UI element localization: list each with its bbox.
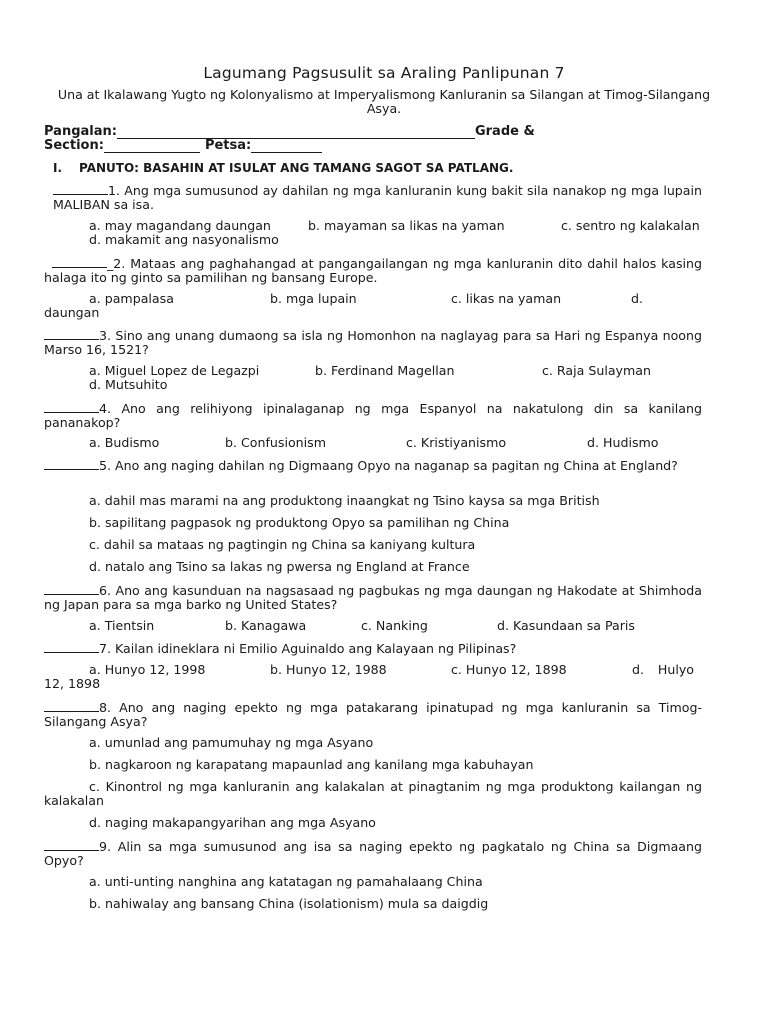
option: d. natalo ang Tsino sa lakas ng pwersa ng England at France (89, 559, 470, 574)
section-blank[interactable] (104, 141, 200, 153)
option: d. Hulyo (632, 662, 694, 677)
question-1-options (89, 219, 709, 247)
option: b. sapilitang pagpasok ng produktong Opyo sa pamilihan ng China (89, 515, 510, 530)
answer-blank[interactable] (52, 256, 107, 268)
question-text: 7. Kailan idineklara ni Emilio Aguinaldo ang Kalayaan ng Pilipinas? (99, 641, 517, 656)
option: c. Nanking (361, 618, 428, 633)
grade-label: Grade & (474, 124, 535, 139)
option: a. Tientsin (89, 618, 155, 633)
option: a. dahil mas marami na ang produktong inaangkat ng Tsino kaysa sa mga British (89, 493, 600, 508)
question-text: 3. Sino ang unang dumaong sa isla ng Homonhon na naglayag para sa Hari ng Espanya noong Marso 16, 1521? (44, 328, 702, 357)
option: b. Ferdinand Magellan (315, 363, 455, 378)
answer-blank[interactable] (44, 583, 99, 595)
question-text: 5. Ano ang naging dahilan ng Digmaang Opyo na naganap sa pagitan ng China at England? (99, 458, 678, 473)
option: b. Confusionism (225, 435, 326, 450)
question-8 (44, 700, 702, 729)
answer-blank[interactable] (44, 839, 99, 851)
question-1 (53, 183, 702, 212)
option: b. Hunyo 12, 1988 (270, 662, 387, 677)
instruction-number: I. (53, 161, 63, 175)
instruction (53, 161, 513, 175)
question-4 (44, 401, 702, 430)
question-9 (44, 839, 702, 868)
question-7-options (89, 663, 709, 677)
section-label: Section: (44, 138, 104, 153)
answer-blank[interactable] (44, 401, 99, 413)
option: d. naging makapangyarihan ang mga Asyano (89, 815, 376, 830)
question-5 (44, 458, 702, 473)
question-7 (44, 641, 702, 656)
question-6-options (89, 619, 709, 633)
question-text: 9. Alin sa mga sumusunod ang isa sa naging epekto ng pagkatalo ng China sa Digmaang Opyo? (44, 839, 702, 868)
question-2-options (89, 292, 709, 306)
option: a. unti-unting nanghina ang katatagan ng pamahalaang China (89, 874, 483, 889)
option: 12, 1898 (44, 676, 101, 691)
question-text: 4. Ano ang relihiyong ipinalaganap ng mga Espanyol na nakatulong din sa kanilang pananakop? (44, 401, 702, 430)
date-blank[interactable] (251, 141, 322, 153)
option: a. Miguel Lopez de Legazpi (89, 363, 260, 378)
option: d. Hudismo (587, 435, 659, 450)
name-blank[interactable] (117, 127, 475, 139)
option: b. mga lupain (270, 291, 357, 306)
option: d. makamit ang nasyonalismo (89, 232, 279, 247)
option: c. Kinontrol ng mga kanluranin ang kalakalan at pinagtanim ng mga produktong kailangan ng kalakalan (44, 779, 702, 808)
question-6 (44, 583, 702, 612)
option: a. Hunyo 12, 1998 (89, 662, 206, 677)
question-text: 1. Ang mga sumusunod ay dahilan ng mga kanluranin kung bakit sila nanakop ng mga lupain MALIBAN sa isa. (53, 183, 702, 212)
option: c. likas na yaman (451, 291, 562, 306)
answer-blank[interactable] (44, 641, 99, 653)
question-2 (44, 256, 702, 285)
option: a. Budismo (89, 435, 160, 450)
option: b. Kanagawa (225, 618, 307, 633)
answer-blank[interactable] (44, 328, 99, 340)
option: d. Mutsuhito (89, 377, 168, 392)
option: a. pampalasa (89, 291, 174, 306)
option: a. may magandang daungan (89, 218, 271, 233)
answer-blank[interactable] (44, 700, 99, 712)
student-info (44, 125, 724, 153)
question-7-options-wrap (44, 677, 664, 691)
date-label: Petsa: (204, 138, 252, 153)
question-text: 6. Ano ang kasunduan na nagsasaad ng pagbukas ng mga daungan ng Hakodate at Shimhoda ng Japan para sa mga barko ng United States? (44, 583, 702, 612)
question-4-options (89, 436, 709, 450)
option: b. nahiwalay ang bansang China (isolationism) mula sa daigdig (89, 896, 489, 911)
question-text: 8. Ano ang naging epekto ng mga patakarang ipinatupad ng mga kanluranin sa Timog-Silangang Asya? (44, 700, 702, 729)
option: c. Hunyo 12, 1898 (451, 662, 567, 677)
option: a. umunlad ang pamumuhay ng mga Asyano (89, 735, 374, 750)
question-2-options-wrap (44, 306, 664, 320)
option: c. dahil sa mataas ng pagtingin ng China sa kaniyang kultura (89, 537, 476, 552)
page-title: Lagumang Pagsusulit sa Araling Panlipunan 7 (203, 64, 565, 82)
instruction-text: PANUTO: BASAHIN AT ISULAT ANG TAMANG SAGOT SA PATLANG. (79, 161, 514, 175)
question-3 (44, 328, 702, 357)
option: c. sentro ng kalakalan (561, 218, 700, 233)
page-subtitle: Una at Ikalawang Yugto ng Kolonyalismo at Imperyalismong Kanluranin sa Silangan at Timog-Silangang Asya. (57, 87, 711, 116)
question-text: _2. Mataas ang paghahangad at pangangailangan ng mga kanluranin dito dahil halos kasing halaga ito ng ginto sa pamilihan ng bansang Europe. (44, 256, 702, 285)
answer-blank[interactable] (53, 183, 108, 195)
option: c. Kristiyanismo (406, 435, 507, 450)
option: c. Raja Sulayman (542, 363, 651, 378)
option: daungan (44, 305, 100, 320)
option: b. nagkaroon ng karapatang mapaunlad ang kanilang mga kabuhayan (89, 757, 534, 772)
option: b. mayaman sa likas na yaman (308, 218, 505, 233)
option: d. (631, 291, 643, 306)
answer-blank[interactable] (44, 458, 99, 470)
question-3-options (89, 364, 709, 392)
option: d. Kasundaan sa Paris (497, 618, 635, 633)
name-label: Pangalan: (44, 124, 117, 139)
